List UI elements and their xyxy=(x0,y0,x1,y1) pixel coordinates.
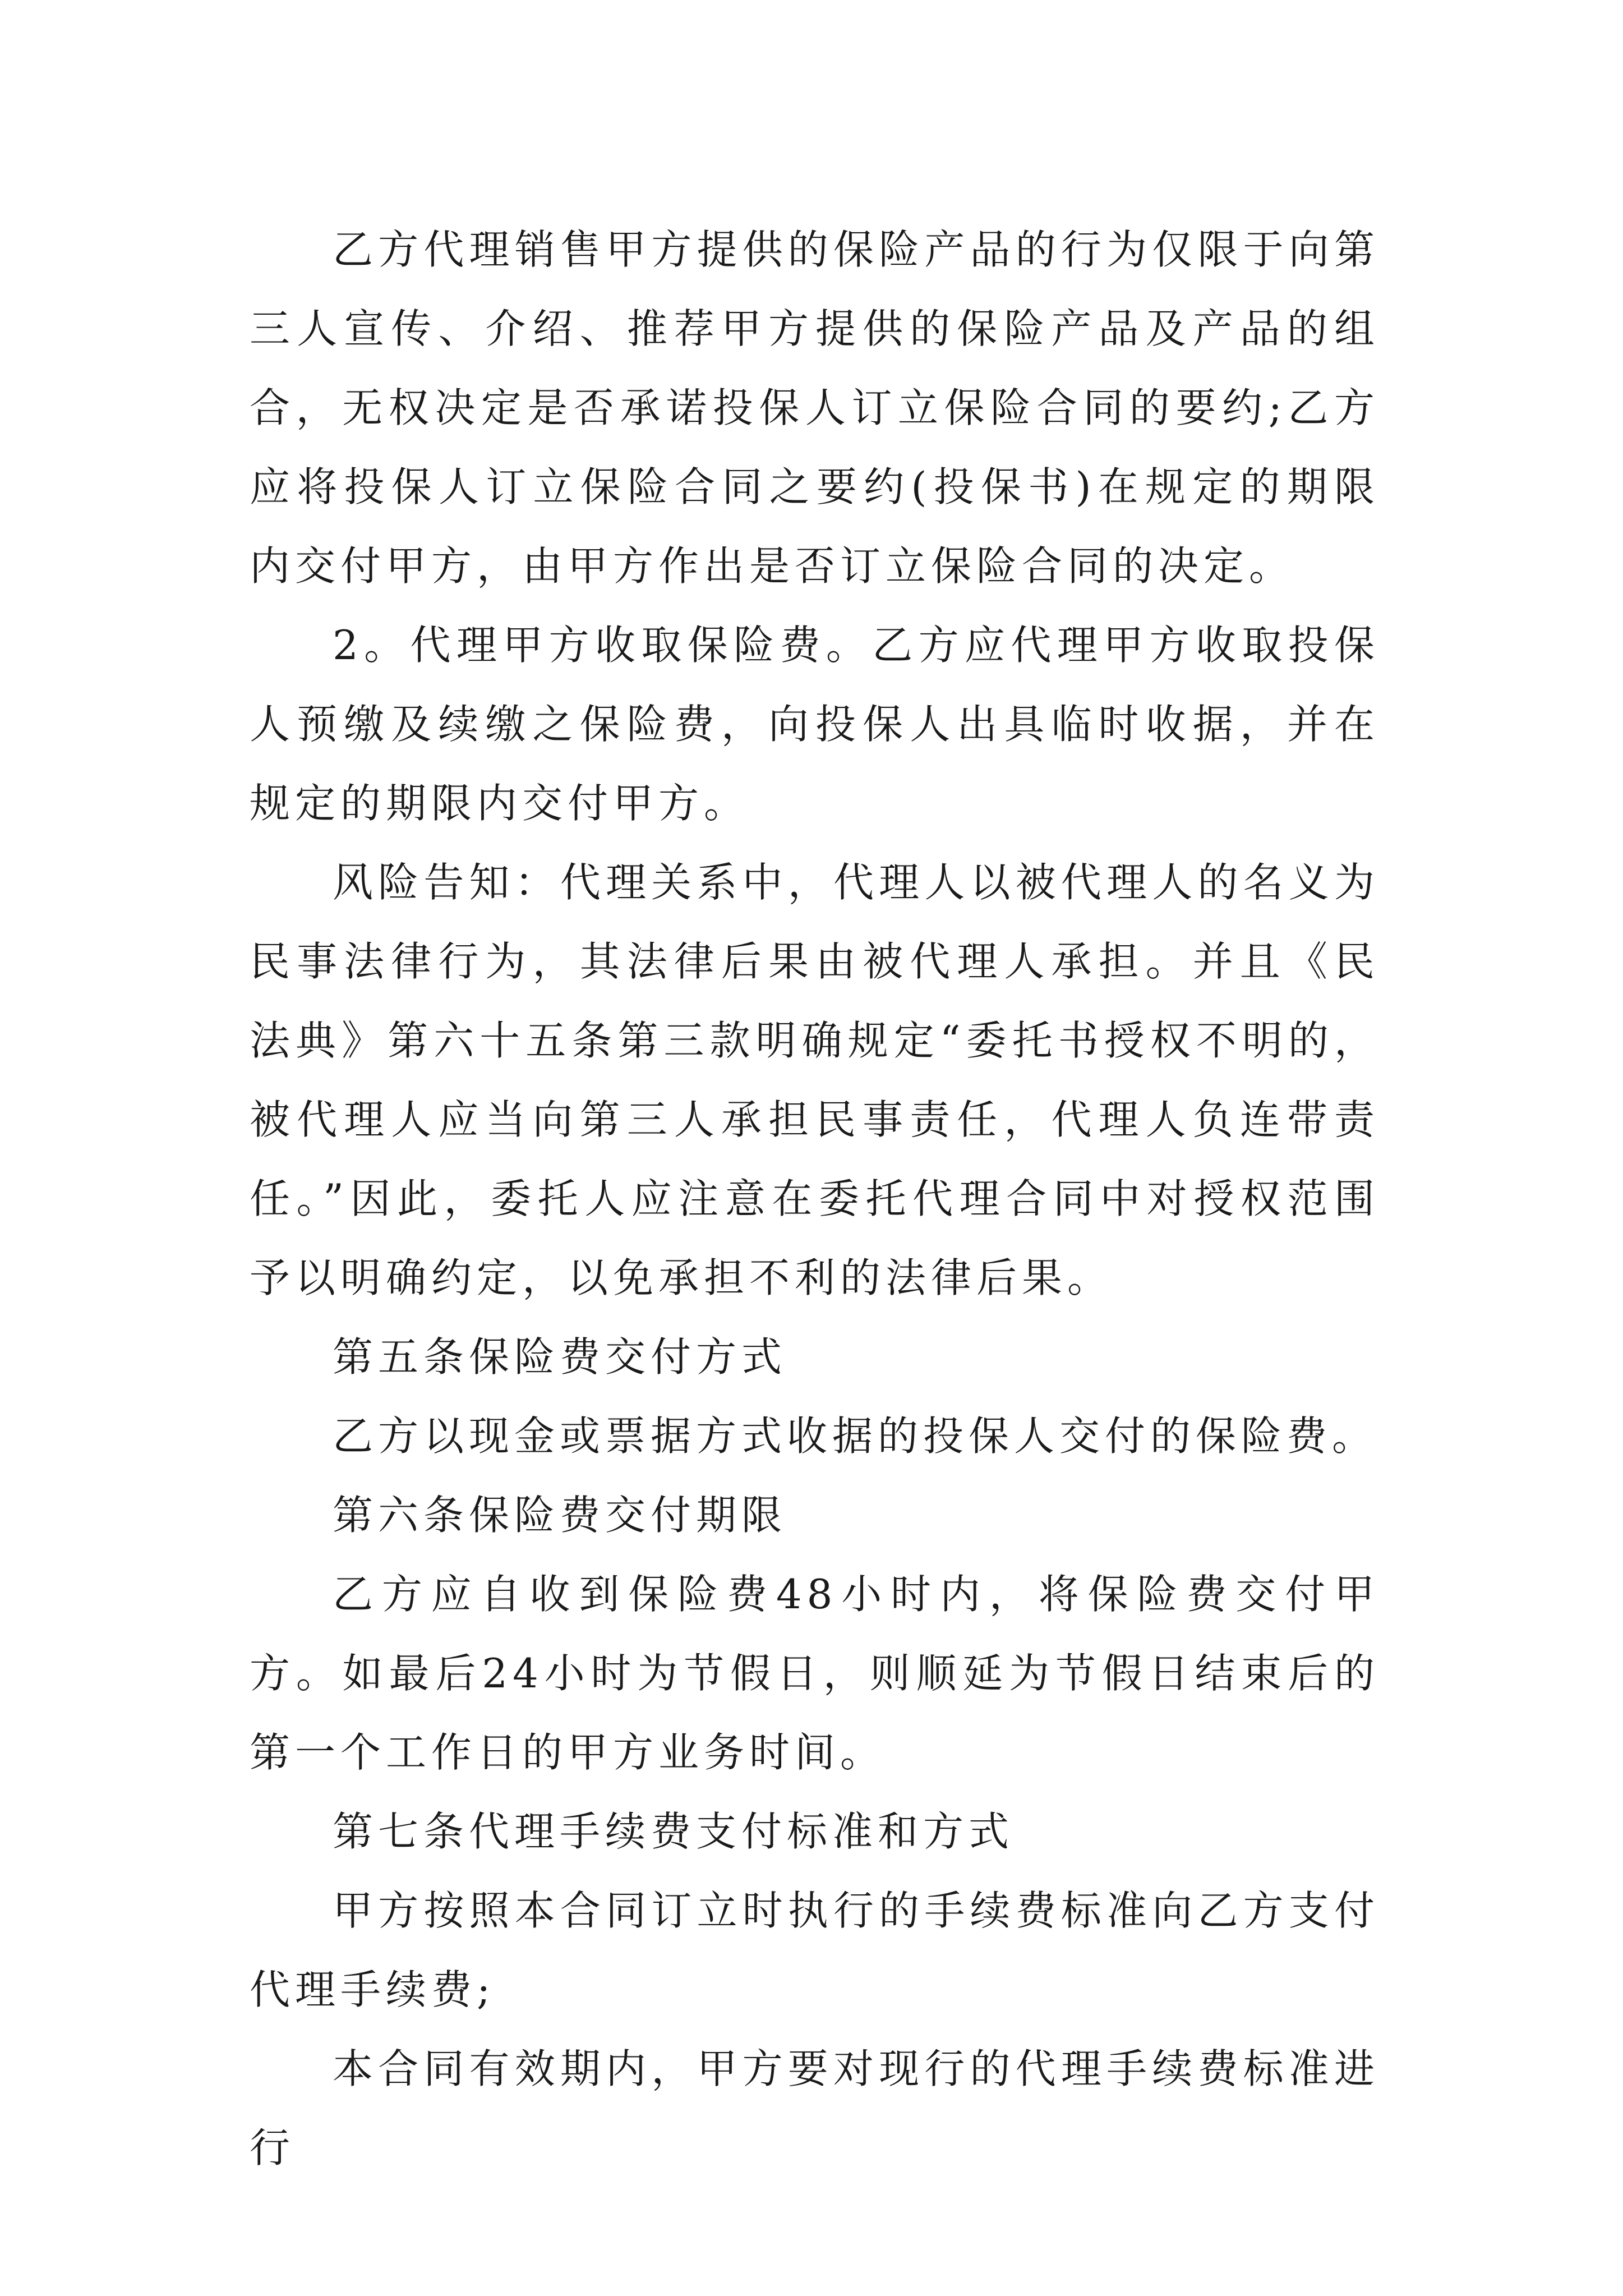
paragraph-risk-notice: 风险告知：代理关系中，代理人以被代理人的名义为民事法律行为，其法律后果由被代理人承担。并且《民法典》第六十五条第三款明确规定“委托书授权不明的，被代理人应当向第三人承担民事责任，代理人负连带责任。”因此，委托人应注意在委托代理合同中对授权范围予以明确约定，以免承担不利的法律后果。 xyxy=(250,859,1380,1301)
paragraph-agency-scope: 乙方代理销售甲方提供的保险产品的行为仅限于向第三人宣传、介绍、推荐甲方提供的保险产品及产品的组合，无权决定是否承诺投保人订立保险合同的要约;乙方应将投保人订立保险合同之要约(投保书)在规定的期限内交付甲方，由甲方作出是否订立保险合同的决定。 xyxy=(250,226,1380,590)
paragraph-payment-method: 乙方以现金或票据方式收据的投保人交付的保险费。 xyxy=(333,1412,1378,1460)
paragraph-commission-adjustment: 本合同有效期内，甲方要对现行的代理手续费标准进行 xyxy=(250,2045,1380,2171)
paragraph-premium-collection: 2。代理甲方收取保险费。乙方应代理甲方收取投保人预缴及续缴之保险费，向投保人出具临时收据，并在规定的期限内交付甲方。 xyxy=(250,622,1380,827)
heading-article-6: 第六条保险费交付期限 xyxy=(333,1492,787,1539)
paragraph-payment-deadline: 乙方应自收到保险费48小时内，将保险费交付甲方。如最后24小时为节假日，则顺延为节假日结束后的第一个工作日的甲方业务时间。 xyxy=(250,1571,1380,1776)
heading-article-5: 第五条保险费交付方式 xyxy=(333,1333,787,1381)
heading-article-7: 第七条代理手续费支付标准和方式 xyxy=(333,1808,1015,1855)
paragraph-commission-standard: 甲方按照本合同订立时执行的手续费标准向乙方支付代理手续费; xyxy=(250,1887,1380,2013)
document-body xyxy=(250,210,1380,2188)
